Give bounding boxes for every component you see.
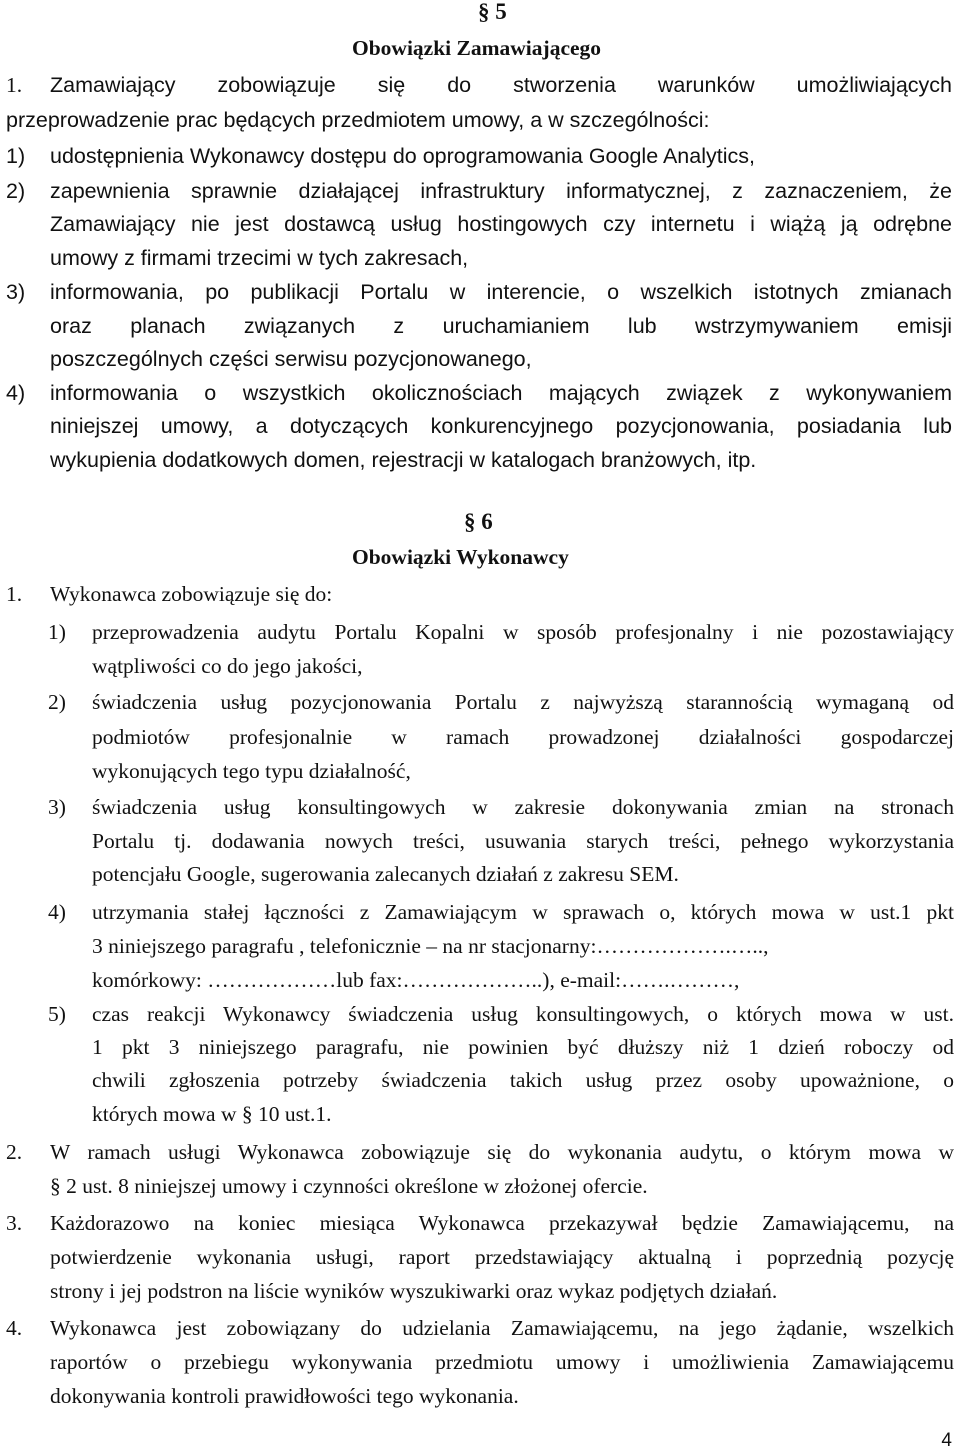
section-6-item-5-line-1: czas reakcji Wykonawcy świadczenia usług konsultingowych, o których mowa w ust.: [92, 1002, 954, 1026]
section-5-item-2-line-2: Zamawiający nie jest dostawcą usług hostingowych czy internetu i wiążą ją odrębne: [50, 212, 952, 236]
section-6-item-1-number: 1): [48, 620, 66, 644]
section-6-point-2-number: 2.: [6, 1140, 23, 1164]
section-6-item-4-line-3: komórkowy: ………………lub fax:………………..), e-mail:…….………,: [92, 968, 740, 992]
section-6-item-5-line-3: chwili zgłoszenia potrzeby świadczenia takich usług przez osoby upoważnione, o: [92, 1068, 954, 1092]
section-5-item-1-number: 1): [6, 144, 26, 168]
section-6-item-1-line-1: przeprowadzenia audytu Portalu Kopalni w sposób profesjonalny i nie pozostawiający: [92, 620, 954, 644]
page-number: 4: [941, 1430, 952, 1451]
section-6-title: Obowiązki Wykonawcy: [352, 545, 569, 569]
section-5-item-1-line-1: udostępnienia Wykonawcy dostępu do oprogramowania Google Analytics,: [50, 144, 755, 168]
section-6-point-4-line-2: raportów o przebiegu wykonywania przedmiotu umowy i umożliwienia Zamawiającemu: [50, 1350, 954, 1374]
section-5-item-3-line-3: poszczególnych części serwisu pozycjonowanego,: [50, 347, 532, 371]
section-6-item-3-number: 3): [48, 795, 66, 819]
section-6-item-5-line-4: których mowa w § 10 ust.1.: [92, 1102, 332, 1126]
section-6-point-1-text: Wykonawca zobowiązuje się do:: [50, 582, 333, 606]
section-5-point-1-number: 1.: [6, 73, 23, 97]
section-5-mark: § 5: [478, 0, 507, 24]
section-5-item-4-line-2: niniejszej umowy, a dotyczących konkurencyjnego pozycjonowania, posiadania lub: [50, 414, 952, 438]
section-6-point-4-number: 4.: [6, 1316, 23, 1340]
section-5-item-4-number: 4): [6, 381, 26, 405]
section-6-point-2-line-2: § 2 ust. 8 niniejszej umowy i czynności określone w złożonej ofercie.: [50, 1174, 648, 1198]
section-6-item-4-number: 4): [48, 900, 66, 924]
section-6-point-4-line-1: Wykonawca jest zobowiązany do udzielania Zamawiającemu, na jego żądanie, wszelkich: [50, 1316, 954, 1340]
section-5-item-2-line-3: umowy z firmami trzecimi w tych zakresach,: [50, 246, 469, 270]
section-6-item-2-number: 2): [48, 690, 66, 714]
section-6-point-2-line-1: W ramach usługi Wykonawca zobowiązuje się do wykonania audytu, o którym mowa w: [50, 1140, 954, 1164]
section-6-item-1-line-2: wątpliwości co do jego jakości,: [92, 654, 363, 678]
section-5-item-2-number: 2): [6, 179, 26, 203]
section-5-item-3-number: 3): [6, 280, 26, 304]
section-6-item-5-line-2: 1 pkt 3 niniejszego paragrafu, nie powinien być dłuższy niż 1 dzień roboczy od: [92, 1035, 954, 1059]
section-6-item-3-line-1: świadczenia usług konsultingowych w zakresie dokonywania zmian na stronach: [92, 795, 954, 819]
section-6-point-3-line-3: strony i jej podstron na liście wyników wyszukiwarki oraz wykaz podjętych działań.: [50, 1279, 778, 1303]
section-6-item-4-line-2: 3 niniejszego paragrafu , telefonicznie – na nr stacjonarny:……………….…..,: [92, 934, 769, 958]
section-5-item-4-line-3: wykupienia dodatkowych domen, rejestracji w katalogach branżowych, itp.: [50, 448, 757, 472]
section-5-point-1-line-2: przeprowadzenie prac będących przedmiotem umowy, a w szczególności:: [6, 108, 710, 132]
section-6-item-2-line-1: świadczenia usług pozycjonowania Portalu z najwyższą starannością wymaganą od: [92, 690, 954, 714]
section-5-point-1-line-1: Zamawiający zobowiązuje się do stworzenia warunków umożliwiających: [50, 73, 952, 97]
section-6-item-3-line-3: potencjału Google, sugerowania zalecanych działań z zakresu SEM.: [92, 862, 679, 886]
section-6-mark: § 6: [464, 509, 493, 534]
section-6-item-3-line-2: Portalu tj. dodawania nowych treści, usuwania starych treści, pełnego wykorzystania: [92, 829, 954, 853]
section-5-item-4-line-1: informowania o wszystkich okolicznościach mających związek z wykonywaniem: [50, 381, 952, 405]
section-6-item-2-line-2: podmiotów profesjonalnie w ramach prowadzonej działalności gospodarczej: [92, 725, 954, 749]
section-6-item-2-line-3: wykonujących tego typu działalność,: [92, 759, 411, 783]
section-5-item-3-line-2: oraz planach związanych z uruchamianiem lub wstrzymywaniem emisji: [50, 314, 952, 338]
section-6-item-4-line-1: utrzymania stałej łączności z Zamawiającym w sprawach o, których mowa w ust.1 pkt: [92, 900, 954, 924]
section-6-point-3-line-1: Każdorazowo na koniec miesiąca Wykonawca przekazywał będzie Zamawiającemu, na: [50, 1211, 954, 1235]
section-6-point-4-line-3: dokonywania kontroli prawidłowości tego wykonania.: [50, 1384, 519, 1408]
section-5-title: Obowiązki Zamawiającego: [352, 36, 602, 60]
section-6-point-3-line-2: potwierdzenie wykonania usługi, raport przedstawiający aktualną i poprzednią pozycję: [50, 1245, 954, 1269]
section-6-point-3-number: 3.: [6, 1211, 23, 1235]
section-6-point-1-number: 1.: [6, 582, 23, 606]
section-5-item-2-line-1: zapewnienia sprawnie działającej infrastruktury informatycznej, z zaznaczeniem, że: [50, 179, 952, 203]
section-5-item-3-line-1: informowania, po publikacji Portalu w interencie, o wszelkich istotnych zmianach: [50, 280, 952, 304]
section-6-item-5-number: 5): [48, 1002, 66, 1026]
